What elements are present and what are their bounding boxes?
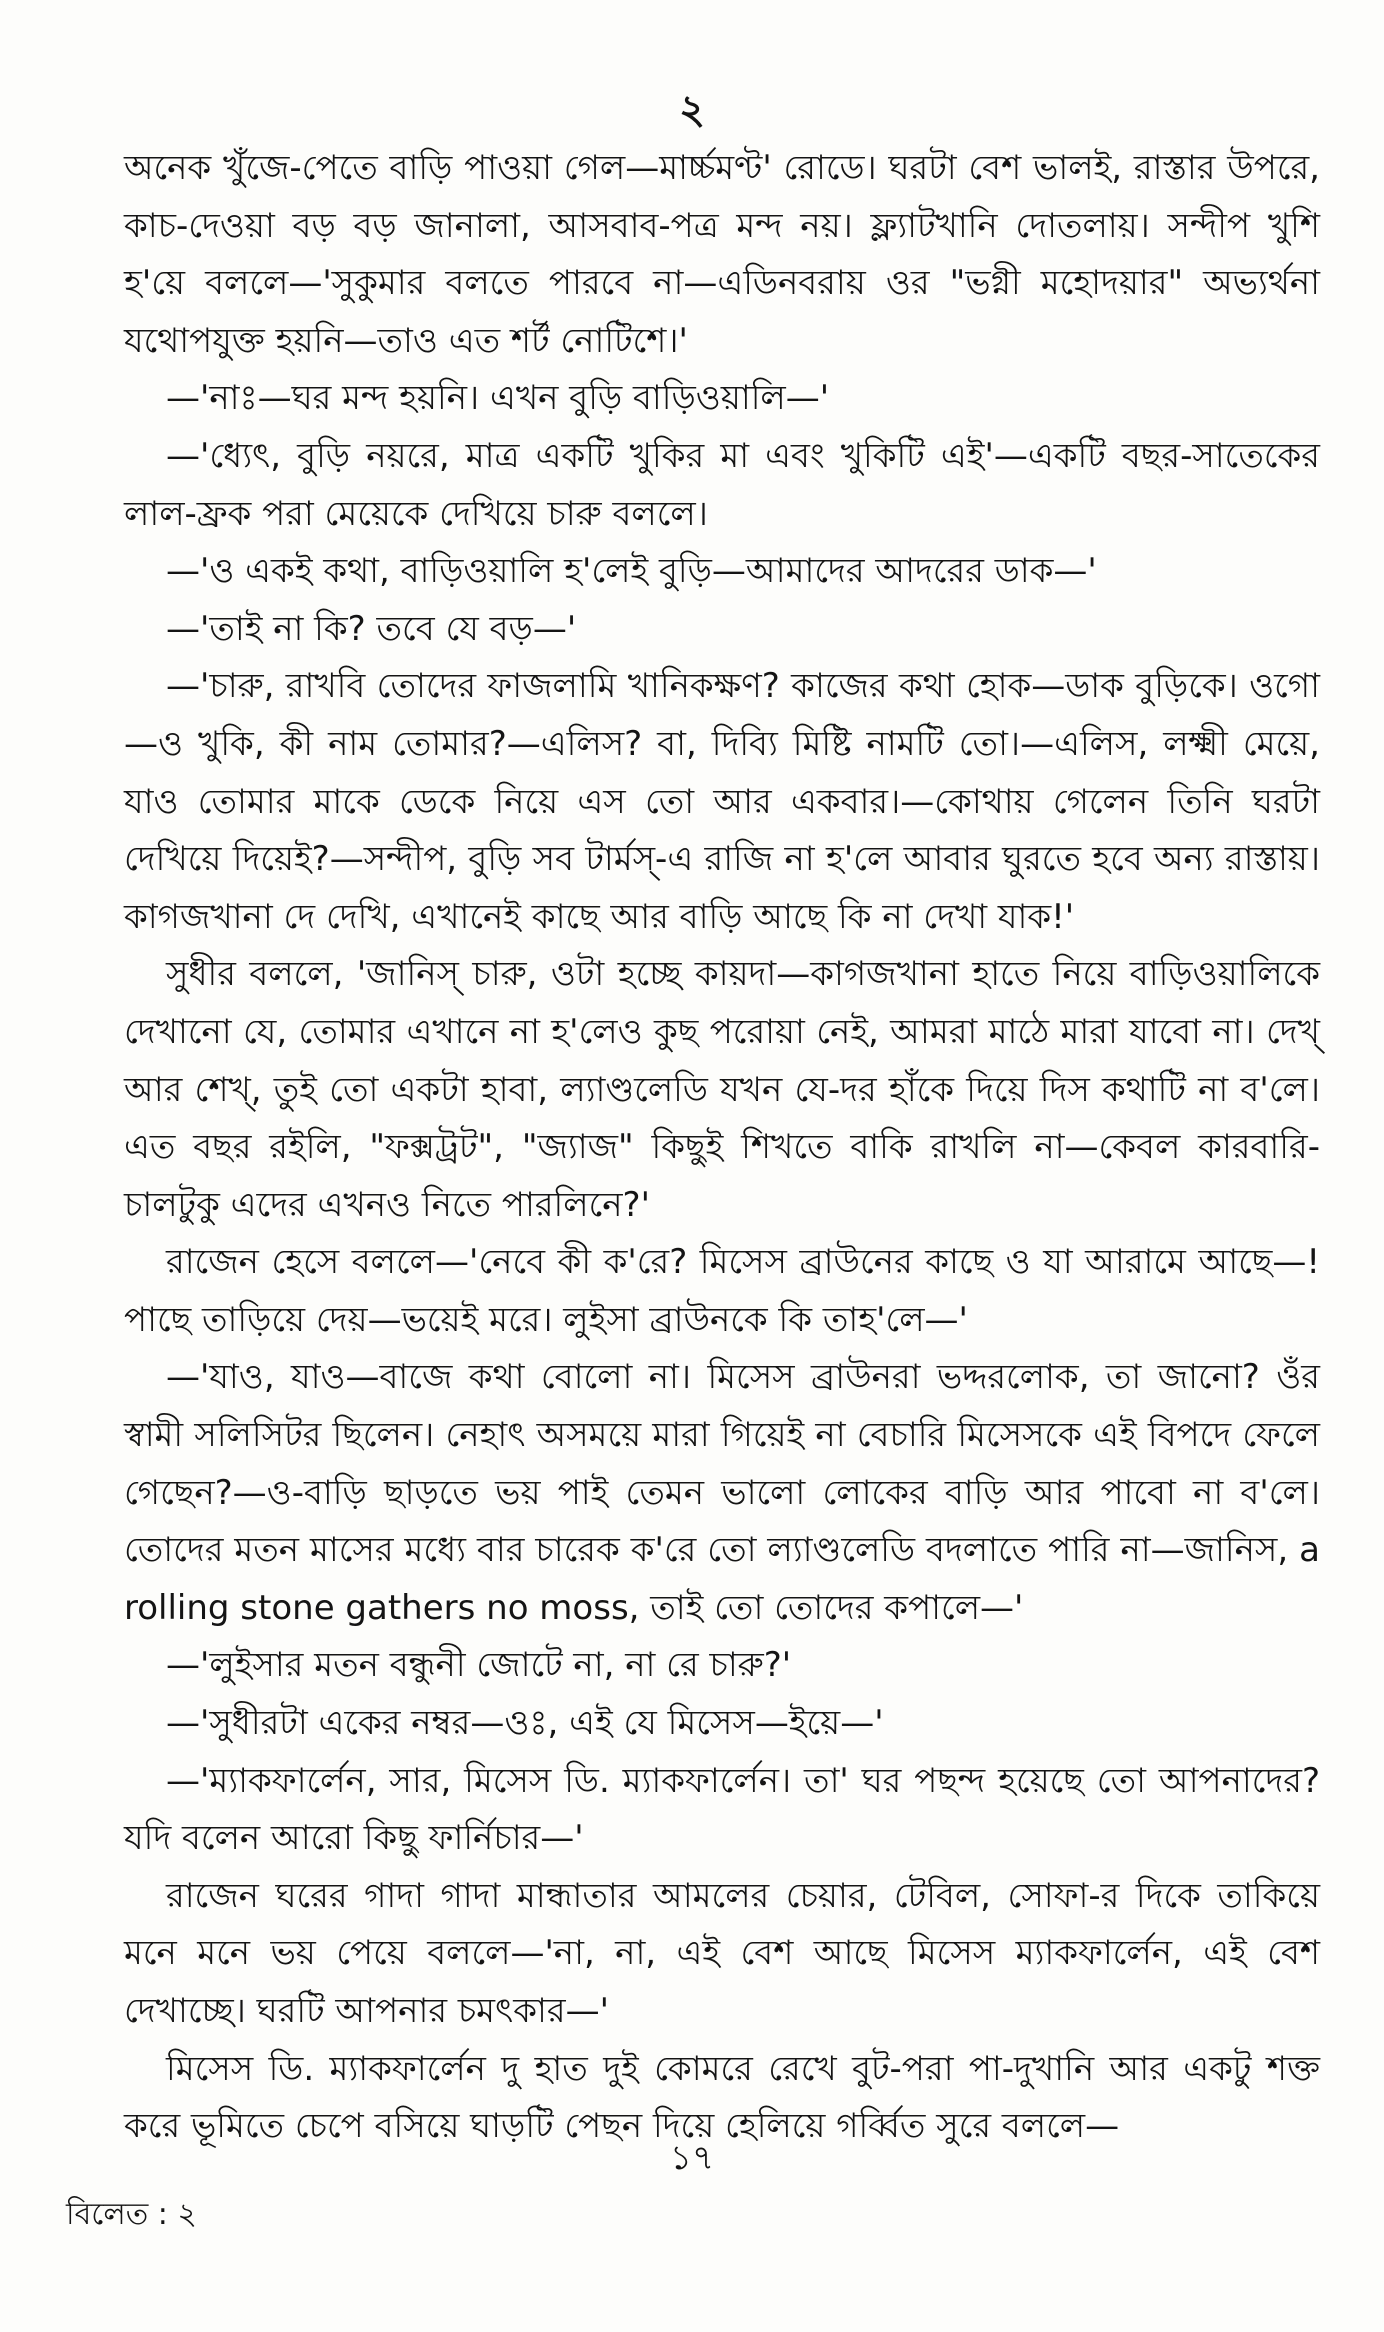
paragraph: —'তাই না কি? তবে যে বড়—'	[166, 608, 577, 649]
signature-mark: বিলেত : ২	[66, 2197, 197, 2232]
paragraph: রাজেন হেসে বললে—'নেবে কী ক'রে? মিসেস ব্রাউনের কাছে ও যা আরামে আছে—! পাছে তাড়িয়ে দেয়—ভয়েই মরে। লুইসা ব্রাউনকে কি তাহ'লে—'	[124, 1242, 1320, 1340]
chapter-number: ২	[678, 87, 705, 133]
paragraph: —'সুধীরটা একের নম্বর—ওঃ, এই যে মিসেস—ইয়ে—'	[166, 1703, 884, 1744]
paragraph: —'চারু, রাখবি তোদের ফাজলামি খানিকক্ষণ? কাজের কথা হোক—ডাক বুড়িকে। ওগো—ও খুকি, কী নাম তোমার?—এলিস? বা, দিব্যি মিষ্টি নামটি তো।—এলিস, লক্ষ্মী মেয়ে, যাও তোমার মাকে ডেকে নিয়ে এস তো আর একবার।—কোথায় গেলেন তিনি ঘরটা দেখিয়ে দিয়েই?—সন্দীপ, বুড়ি সব টার্মস্-এ রাজি না হ'লে আবার ঘুরতে হবে অন্য রাস্তায়। কাগজখানা দে দেখি, এখানেই কাছে আর বাড়ি আছে কি না দেখা যাক!'	[124, 666, 1320, 937]
paragraph: —'যাও, যাও—বাজে কথা বোলো না। মিসেস ব্রাউনরা ভদ্দরলোক, তা জানো? ওঁর স্বামী সলিসিটর ছিলেন। নেহাৎ অসময়ে মারা গিয়েই না বেচারি মিসেসকে এই বিপদে ফেলে গেছেন?—ও-বাড়ি ছাড়তে ভয় পাই তেমন ভালো লোকের বাড়ি আর পাবো না ব'লে। তোদের মতন মাসের মধ্যে বার চারেক ক'রে তো ল্যাণ্ডলেডি বদলাতে পারি না—জানিস, a rolling stone gathers no moss, তাই তো তোদের কপালে—'	[124, 1357, 1320, 1628]
body-text	[124, 140, 1320, 2156]
paragraph: সুধীর বললে, 'জানিস্ চারু, ওটা হচ্ছে কায়দা—কাগজখানা হাতে নিয়ে বাড়িওয়ালিকে দেখানো যে, তোমার এখানে না হ'লেও কুছ পরোয়া নেই, আমরা মাঠে মারা যাবো না। দেখ্ আর শেখ্, তুই তো একটা হাবা, ল্যাণ্ডলেডি যখন যে-দর হাঁকে দিয়ে দিস কথাটি না ব'লে। এত বছর রইলি, "ফক্সট্রট", "জ্যাজ" কিছুই শিখতে বাকি রাখলি না—কেবল কারবারি-চালটুকু এদের এখনও নিতে পারলিনে?'	[124, 954, 1320, 1225]
paragraph: —'ম্যাকফার্লেন, সার, মিসেস ডি. ম্যাকফার্লেন। তা' ঘর পছন্দ হয়েছে তো আপনাদের? যদি বলেন আরো কিছু ফার্নিচার—'	[124, 1760, 1320, 1859]
page-number: ১৭	[669, 2138, 715, 2178]
paragraph: অনেক খুঁজে-পেতে বাড়ি পাওয়া গেল—মার্চ্চমণ্ট' রোডে। ঘরটা বেশ ভালই, রাস্তার উপরে, কাচ-দেওয়া বড় বড় জানালা, আসবাব-পত্র মন্দ নয়। ফ্ল্যাটখানি দোতলায়। সন্দীপ খুশি হ'য়ে বললে—'সুকুমার বলতে পারবে না—এডিনবরায় ওর "ভগ্নী মহোদয়ার" অভ্যর্থনা যথোপযুক্ত হয়নি—তাও এত শর্ট নোটিশে।'	[124, 148, 1320, 361]
paragraph: —'লুইসার মতন বন্ধুনী জোটে না, না রে চারু?'	[166, 1645, 792, 1686]
paragraph: —'নাঃ—ঘর মন্দ হয়নি। এখন বুড়ি বাড়িওয়ালি—'	[166, 378, 830, 419]
paragraph: —'ও একই কথা, বাড়িওয়ালি হ'লেই বুড়ি—আমাদের আদরের ডাক—'	[166, 551, 1097, 592]
paragraph: মিসেস ডি. ম্যাকফার্লেন দু হাত দুই কোমরে রেখে বুট-পরা পা-দুখানি আর একটু শক্ত করে ভূমিতে চেপে বসিয়ে ঘাড়টি পেছন দিয়ে হেলিয়ে গর্ব্বিত সুরে বললে—	[124, 2048, 1320, 2147]
paragraph: রাজেন ঘরের গাদা গাদা মান্ধাতার আমলের চেয়ার, টেবিল, সোফা-র দিকে তাকিয়ে মনে মনে ভয় পেয়ে বললে—'না, না, এই বেশ আছে মিসেস ম্যাকফার্লেন, এই বেশ দেখাচ্ছে। ঘরটি আপনার চমৎকার—'	[124, 1875, 1320, 2031]
paragraph: —'ধ্যেৎ, বুড়ি নয়রে, মাত্র একটি খুকির মা এবং খুকিটি এই'—একটি বছর-সাতেকের লাল-ফ্রক পরা মেয়েকে দেখিয়ে চারু বললে।	[124, 435, 1320, 534]
